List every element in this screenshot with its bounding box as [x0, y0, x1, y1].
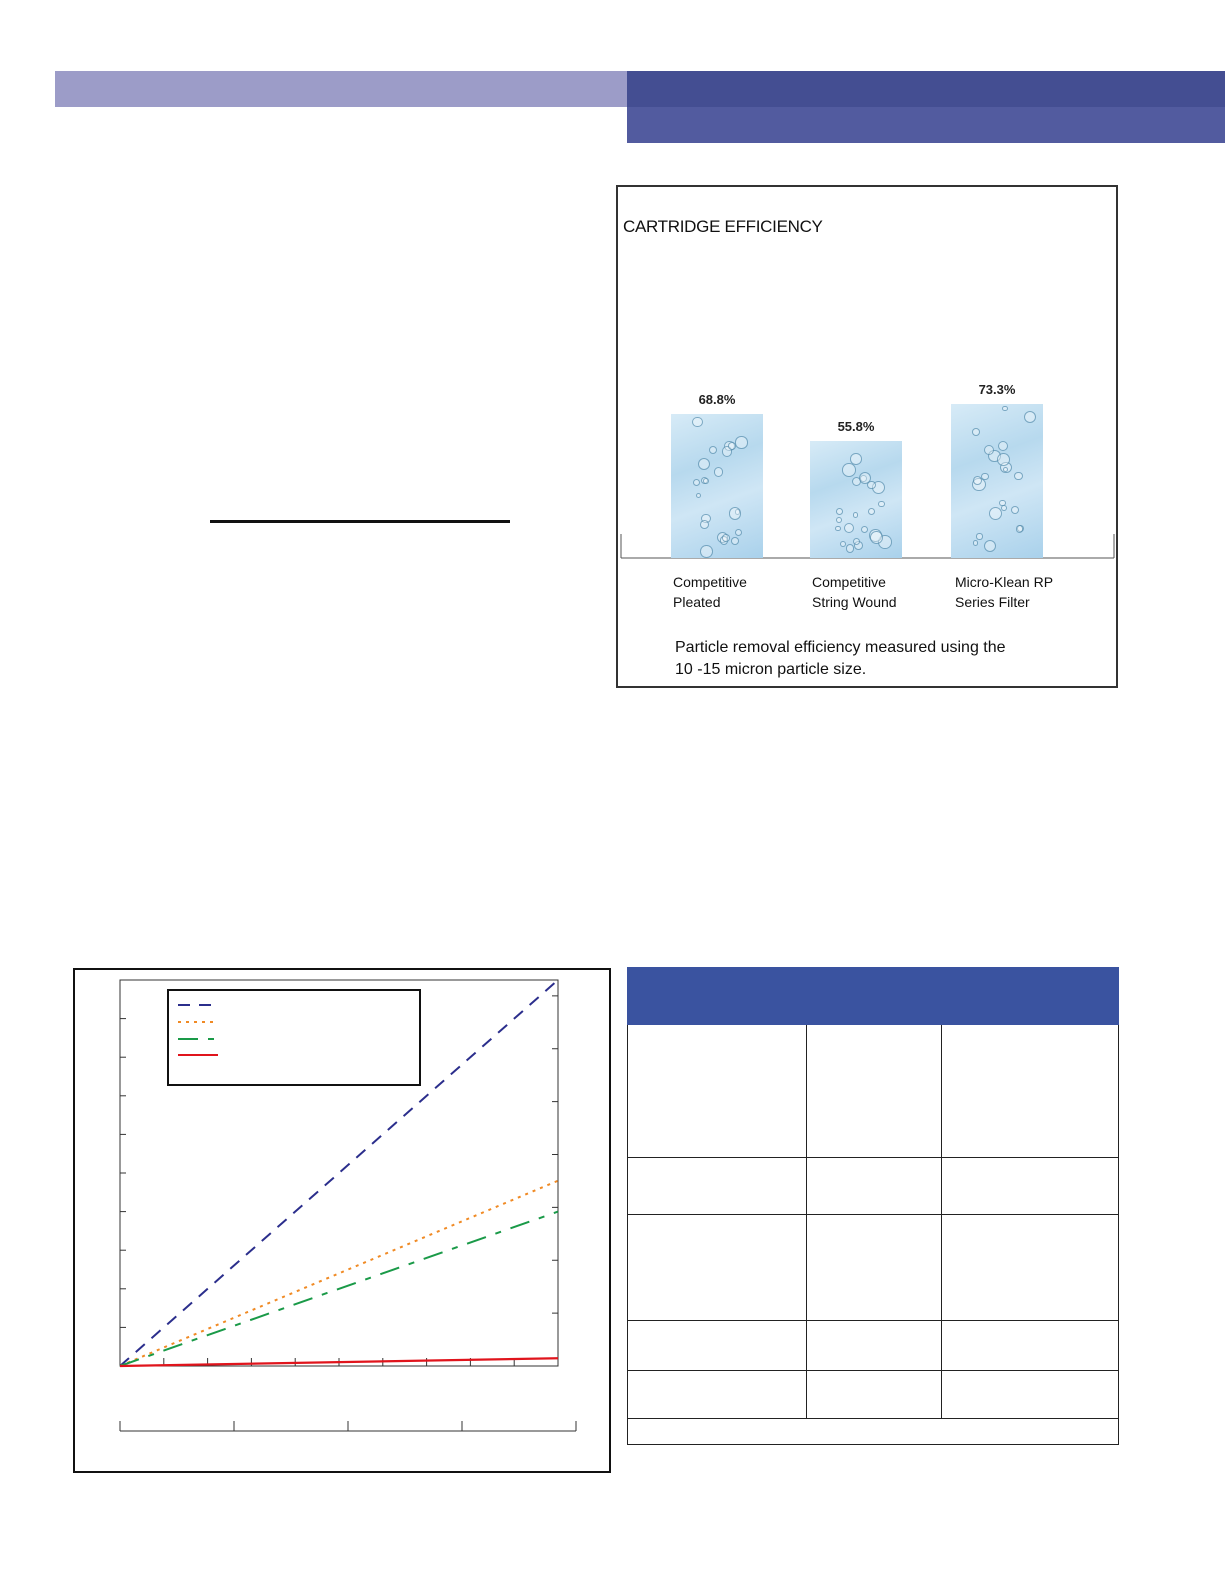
spec-table [627, 967, 1119, 1445]
category-label-line: String Wound [812, 594, 897, 610]
table-footer [628, 1419, 1119, 1445]
bar [810, 441, 902, 558]
table-cell [628, 1215, 807, 1321]
header-subband-right [627, 107, 1225, 143]
bubble-decoration [735, 436, 747, 448]
bubble-decoration [1001, 505, 1007, 511]
bubble-decoration [870, 531, 883, 544]
bubble-decoration [714, 467, 723, 476]
bubble-decoration [698, 458, 710, 470]
bubble-decoration [728, 442, 736, 450]
bubble-decoration [735, 529, 742, 536]
table-cell [628, 1158, 807, 1215]
caption-line-1: Particle removal efficiency measured using the [675, 639, 1006, 656]
caption-line-2: 10 -15 micron particle size. [675, 661, 867, 678]
bubble-decoration [693, 479, 701, 487]
series-line [120, 1212, 558, 1366]
bubble-decoration [1011, 506, 1019, 514]
table-cell [807, 1158, 942, 1215]
category-label [673, 572, 803, 612]
bubble-decoration [984, 445, 994, 455]
bubble-decoration [973, 540, 979, 546]
bubble-decoration [703, 478, 709, 484]
bubble-decoration [878, 501, 885, 508]
category-label-line: Pleated [673, 594, 721, 610]
bubble-decoration [853, 538, 860, 545]
bubble-decoration [1016, 525, 1023, 532]
bubble-decoration [861, 526, 868, 533]
table-cell [807, 1371, 942, 1419]
table-cell [628, 1321, 807, 1371]
bubble-decoration [853, 512, 858, 517]
bar-value-label: 55.8% [837, 418, 875, 434]
bubble-decoration [989, 507, 1002, 520]
series-line [120, 1181, 558, 1366]
figure-caption [675, 637, 1095, 681]
bubble-decoration [700, 545, 712, 557]
bubble-decoration [984, 540, 996, 552]
bubble-decoration [859, 472, 871, 484]
table-cell [807, 1321, 942, 1371]
category-label-line: Competitive [812, 574, 886, 590]
bubble-decoration [729, 507, 742, 520]
table-cell [942, 1215, 1119, 1321]
bubble-decoration [868, 508, 875, 515]
bubble-decoration [972, 428, 980, 436]
table-cell [807, 1025, 942, 1158]
category-label-line: Competitive [673, 574, 747, 590]
bubble-decoration [1002, 406, 1007, 411]
bar [951, 404, 1043, 558]
table-cell [942, 1371, 1119, 1419]
table-header [628, 968, 1119, 1025]
header-band-left [55, 71, 627, 107]
table-cell [942, 1158, 1119, 1215]
bubble-decoration [722, 534, 730, 542]
section-divider [210, 520, 510, 523]
category-label [955, 572, 1085, 612]
bar-value-label: 73.3% [978, 382, 1016, 398]
bar-value-label: 68.8% [698, 391, 736, 407]
bubble-decoration [1024, 411, 1036, 423]
bubble-decoration [997, 453, 1010, 466]
bubble-decoration [700, 520, 709, 529]
category-label-line: Series Filter [955, 594, 1030, 610]
category-label [812, 572, 942, 612]
table-cell [628, 1371, 807, 1419]
header-band-right [627, 71, 1225, 107]
bubble-decoration [846, 544, 855, 553]
line-chart [73, 968, 611, 1473]
bubble-decoration [844, 523, 854, 533]
bubble-decoration [696, 493, 701, 498]
figure-title: CARTRIDGE EFFICIENCY [623, 217, 823, 236]
bubble-decoration [709, 446, 718, 455]
bubble-decoration [836, 508, 843, 515]
table-cell [807, 1215, 942, 1321]
table-cell [628, 1025, 807, 1158]
bubble-decoration [1014, 472, 1023, 481]
bubble-decoration [692, 417, 703, 428]
bubble-decoration [836, 517, 842, 523]
bubble-decoration [731, 537, 739, 545]
table-cell [942, 1025, 1119, 1158]
bubble-decoration [835, 526, 840, 531]
bar [671, 414, 763, 558]
bubble-decoration [842, 463, 856, 477]
table-cell [942, 1321, 1119, 1371]
category-label-line: Micro-Klean RP [955, 574, 1054, 590]
bubble-decoration [976, 533, 982, 539]
bubble-decoration [998, 441, 1009, 452]
